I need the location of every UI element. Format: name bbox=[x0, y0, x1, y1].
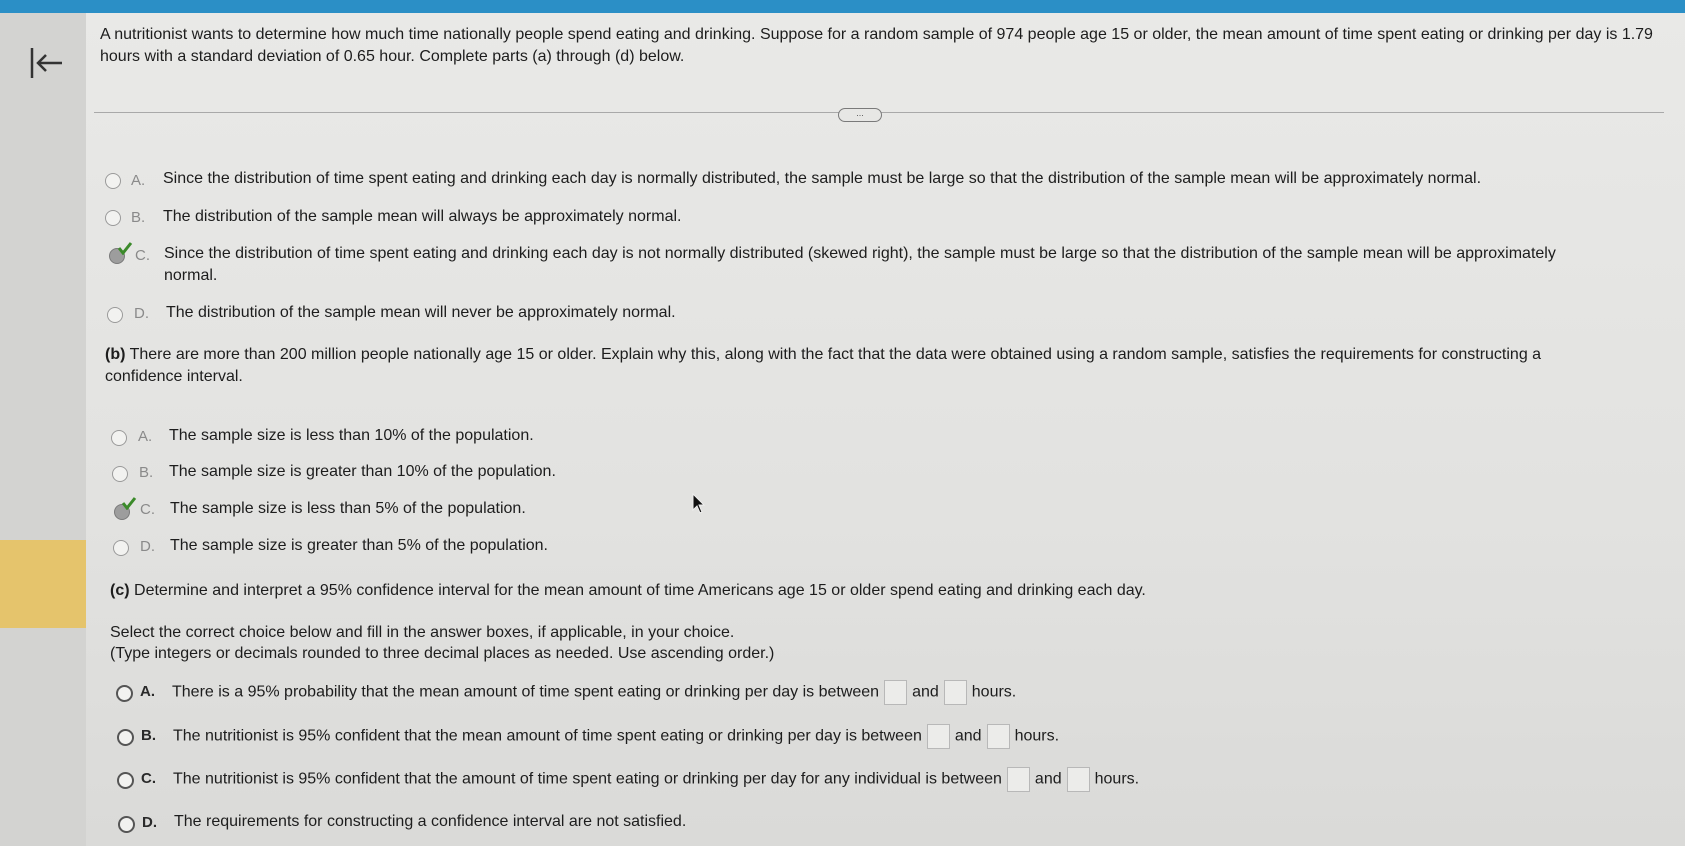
part-c-text: Determine and interpret a 95% confidence interval for the mean amount of time Americans age 15 or older spend eating and drinking each day. bbox=[134, 582, 1146, 599]
radio-c-A[interactable] bbox=[116, 685, 133, 702]
top-bar bbox=[0, 0, 1685, 13]
option-text[interactable]: The sample size is less than 10% of the population. bbox=[169, 427, 534, 444]
option-letter: A. bbox=[140, 683, 155, 700]
option-letter: D. bbox=[142, 814, 157, 831]
option-text: The nutritionist is 95% confident that the mean amount of time spent eating or drinking per day is between bbox=[173, 727, 922, 745]
unit-label: hours. bbox=[1094, 770, 1140, 788]
option-letter: C. bbox=[141, 770, 156, 787]
radio-c-C[interactable] bbox=[117, 772, 134, 789]
option-c-B-row[interactable] bbox=[173, 724, 1059, 749]
answer-box-upper[interactable] bbox=[1067, 767, 1090, 792]
part-c-prompt bbox=[110, 580, 1610, 602]
part-c-label: (c) bbox=[110, 582, 130, 599]
and-label: and bbox=[1034, 770, 1062, 788]
question-intro: A nutritionist wants to determine how much time nationally people spend eating and drinking. Suppose for a random sample of 974 people age 15 or older, the mean amount of time spent eating or drinking per day is 1.79 hours with a standard deviation of 0.65 hour. Complete parts (a) through (d) below. bbox=[100, 26, 1653, 65]
mouse-cursor-icon bbox=[692, 493, 706, 515]
instruction-2: (Type integers or decimals rounded to three decimal places as needed. Use ascending order.) bbox=[110, 645, 775, 662]
instruction-1: Select the correct choice below and fill in the answer boxes, if applicable, in your choice. bbox=[110, 624, 735, 641]
answer-box-lower[interactable] bbox=[884, 680, 907, 705]
unit-label: hours. bbox=[971, 683, 1017, 701]
option-text[interactable]: The distribution of the sample mean will never be approximately normal. bbox=[166, 304, 676, 321]
option-letter: B. bbox=[131, 209, 146, 226]
part-b-text: There are more than 200 million people nationally age 15 or older. Explain why this, along with the fact that the data were obtained using a random sample, satisfies the requirements for constructing a confidence interval. bbox=[105, 346, 1542, 385]
option-letter: C. bbox=[135, 247, 150, 264]
option-text[interactable]: The sample size is less than 5% of the population. bbox=[170, 500, 526, 517]
radio-a-B[interactable] bbox=[105, 210, 121, 226]
radio-c-D[interactable] bbox=[118, 816, 135, 833]
option-text[interactable]: The sample size is greater than 5% of the population. bbox=[170, 537, 548, 554]
radio-a-A[interactable] bbox=[105, 173, 121, 189]
and-label: and bbox=[912, 683, 939, 701]
option-letter: C. bbox=[140, 501, 155, 518]
option-letter: D. bbox=[134, 305, 149, 322]
radio-a-D[interactable] bbox=[107, 307, 123, 323]
unit-label: hours. bbox=[1014, 727, 1060, 745]
option-text[interactable]: Since the distribution of time spent eating and drinking each day is not normally distributed (skewed right), the sample must be large so that the distribution of the sample mean will be approximately normal. bbox=[164, 245, 1556, 284]
left-strip bbox=[0, 13, 86, 846]
option-c-C-row[interactable] bbox=[173, 767, 1139, 792]
and-label: and bbox=[954, 727, 982, 745]
part-b-label: (b) bbox=[105, 346, 126, 363]
sidebar-highlight bbox=[0, 540, 86, 628]
option-letter: A. bbox=[131, 172, 146, 189]
option-letter: D. bbox=[140, 538, 155, 555]
option-text: The nutritionist is 95% confident that the amount of time spent eating or drinking per day for any individual is between bbox=[173, 770, 1002, 788]
answer-box-lower[interactable] bbox=[927, 724, 950, 749]
option-letter: A. bbox=[138, 428, 153, 445]
option-letter: B. bbox=[139, 464, 154, 481]
radio-c-B[interactable] bbox=[117, 729, 134, 746]
option-c-A-row[interactable] bbox=[172, 680, 1016, 705]
answer-box-upper[interactable] bbox=[987, 724, 1010, 749]
option-text[interactable]: The distribution of the sample mean will always be approximately normal. bbox=[163, 208, 682, 225]
correct-check-icon bbox=[117, 241, 133, 255]
option-text[interactable]: The sample size is greater than 10% of the population. bbox=[169, 463, 556, 480]
radio-b-D[interactable] bbox=[113, 540, 129, 556]
option-text[interactable]: The requirements for constructing a confidence interval are not satisfied. bbox=[174, 813, 687, 830]
answer-box-upper[interactable] bbox=[944, 680, 967, 705]
option-text: There is a 95% probability that the mean amount of time spent eating or drinking per day is between bbox=[172, 683, 880, 701]
radio-b-B[interactable] bbox=[112, 466, 128, 482]
radio-b-A[interactable] bbox=[111, 430, 127, 446]
option-text[interactable]: Since the distribution of time spent eating and drinking each day is normally distributed, the sample must be large so that the distribution of the sample mean will be approximately normal. bbox=[163, 170, 1482, 187]
expand-more-button[interactable]: ... bbox=[838, 108, 882, 122]
option-letter: B. bbox=[141, 727, 156, 744]
answer-box-lower[interactable] bbox=[1007, 767, 1030, 792]
correct-check-icon bbox=[121, 496, 137, 510]
back-to-start-icon[interactable] bbox=[28, 44, 66, 82]
part-b-prompt bbox=[105, 344, 1605, 388]
